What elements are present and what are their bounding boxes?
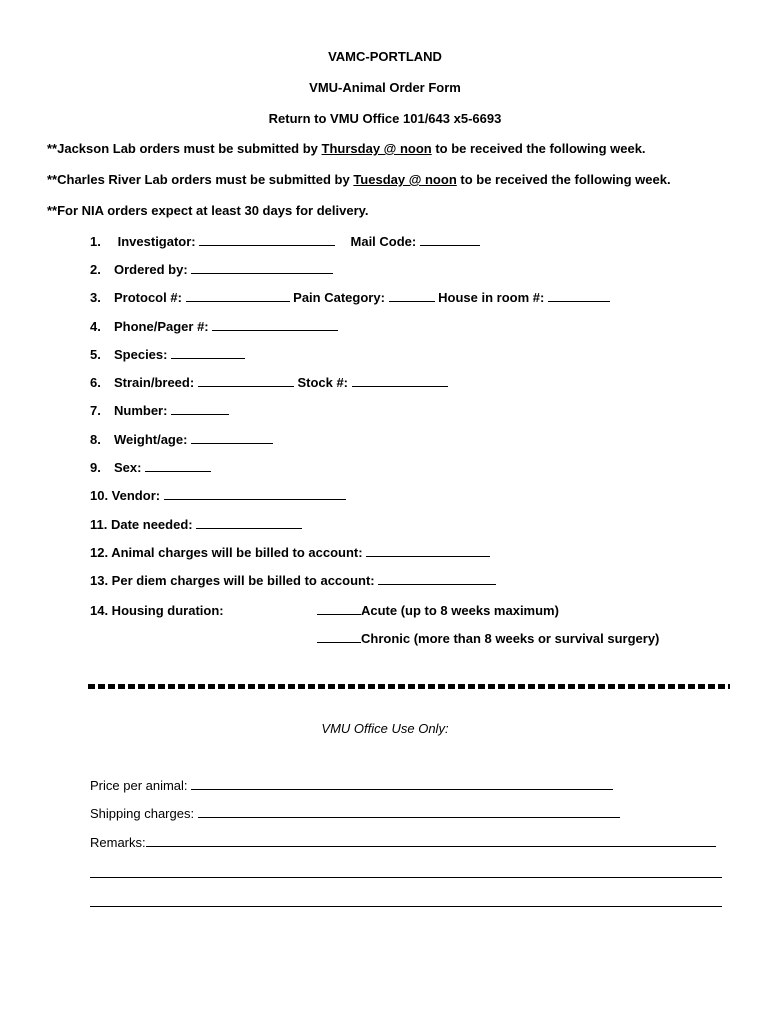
mail-code-blank[interactable] <box>420 234 480 246</box>
pain-category-blank[interactable] <box>389 290 435 302</box>
protocol-blank[interactable] <box>186 290 290 302</box>
species-blank[interactable] <box>171 347 245 359</box>
ordered-by-blank[interactable] <box>191 262 333 274</box>
number-label: Number: <box>114 403 168 418</box>
field-vendor-row <box>90 488 346 503</box>
item-number: 6. <box>90 375 101 390</box>
stock-label: Stock #: <box>297 375 349 390</box>
jackson-note-pre: **Jackson Lab orders must be submitted by <box>47 141 322 156</box>
chronic-blank[interactable] <box>317 631 361 643</box>
date-needed-blank[interactable] <box>196 517 302 529</box>
field-protocol-row <box>90 290 610 305</box>
per-diem-blank[interactable] <box>378 573 496 585</box>
per-diem-label: 13. Per diem charges will be billed to account: <box>90 573 375 588</box>
mail-code-label: Mail Code: <box>350 234 417 249</box>
charles-note-pre: **Charles River Lab orders must be submitted by <box>47 172 354 187</box>
charles-deadline: Tuesday @ noon <box>353 172 457 187</box>
chronic-label: Chronic (more than 8 weeks or survival surgery) <box>361 631 660 646</box>
phone-blank[interactable] <box>212 319 338 331</box>
cut-line-divider <box>88 684 730 689</box>
phone-label: Phone/Pager #: <box>114 319 209 334</box>
pain-category-label: Pain Category: <box>293 290 385 305</box>
stock-blank[interactable] <box>352 375 448 387</box>
housing-chronic-option <box>317 631 659 646</box>
shipping-label: Shipping charges: <box>90 806 195 821</box>
field-strain-row <box>90 375 448 390</box>
number-blank[interactable] <box>171 403 229 415</box>
house-in-room-label: House in room #: <box>438 290 545 305</box>
shipping-blank[interactable] <box>198 806 620 818</box>
price-label: Price per animal: <box>90 778 188 793</box>
remarks-blank[interactable] <box>146 835 716 847</box>
item-number: 1. <box>90 234 101 249</box>
shipping-row <box>90 806 620 821</box>
field-number-row <box>90 403 229 418</box>
jackson-note <box>47 141 646 156</box>
jackson-note-post: to be received the following week. <box>431 141 646 156</box>
acute-blank[interactable] <box>317 603 361 615</box>
price-row <box>90 778 613 793</box>
item-number: 2. <box>90 262 101 277</box>
item-number: 8. <box>90 432 101 447</box>
field-investigator-row <box>90 234 480 249</box>
item-number: 3. <box>90 290 101 305</box>
field-species-row <box>90 347 245 362</box>
field-ordered-by-row <box>90 262 333 277</box>
charles-note-post: to be received the following week. <box>456 172 671 187</box>
animal-charges-label: 12. Animal charges will be billed to account: <box>90 545 363 560</box>
price-blank[interactable] <box>191 778 613 790</box>
org-name: VAMC-PORTLAND <box>328 49 442 64</box>
item-number: 5. <box>90 347 101 362</box>
investigator-blank[interactable] <box>199 234 335 246</box>
house-in-room-blank[interactable] <box>548 290 610 302</box>
field-animal-charges-row <box>90 545 490 560</box>
investigator-label: Investigator: <box>117 234 196 249</box>
housing-duration-label: 14. Housing duration: <box>90 603 224 618</box>
remarks-label: Remarks: <box>90 835 146 850</box>
item-number: 9. <box>90 460 101 475</box>
vendor-blank[interactable] <box>164 488 346 500</box>
item-number: 4. <box>90 319 101 334</box>
animal-charges-blank[interactable] <box>366 545 490 557</box>
office-use-heading: VMU Office Use Only: <box>321 721 449 736</box>
field-date-needed-row <box>90 517 302 532</box>
species-label: Species: <box>114 347 168 362</box>
weight-blank[interactable] <box>191 432 273 444</box>
vendor-label: 10. Vendor: <box>90 488 161 503</box>
acute-label: Acute (up to 8 weeks maximum) <box>361 603 559 618</box>
field-phone-row <box>90 319 338 334</box>
return-instructions: Return to VMU Office 101/643 x5-6693 <box>268 111 502 126</box>
housing-acute-option <box>317 603 559 618</box>
sex-label: Sex: <box>114 460 142 475</box>
weight-label: Weight/age: <box>114 432 188 447</box>
remarks-line-2[interactable] <box>90 877 722 878</box>
charles-note <box>47 172 671 187</box>
field-sex-row <box>90 460 211 475</box>
strain-label: Strain/breed: <box>114 375 195 390</box>
date-needed-label: 11. Date needed: <box>90 517 193 532</box>
ordered-by-label: Ordered by: <box>114 262 188 277</box>
field-weight-row <box>90 432 273 447</box>
nia-note: **For NIA orders expect at least 30 days for delivery. <box>47 203 369 218</box>
form-title: VMU-Animal Order Form <box>309 80 461 95</box>
strain-blank[interactable] <box>198 375 294 387</box>
protocol-label: Protocol #: <box>114 290 182 305</box>
remarks-line-3[interactable] <box>90 906 722 907</box>
remarks-row <box>90 835 716 850</box>
field-per-diem-row <box>90 573 496 588</box>
item-number: 7. <box>90 403 101 418</box>
sex-blank[interactable] <box>145 460 211 472</box>
jackson-deadline: Thursday @ noon <box>321 141 432 156</box>
